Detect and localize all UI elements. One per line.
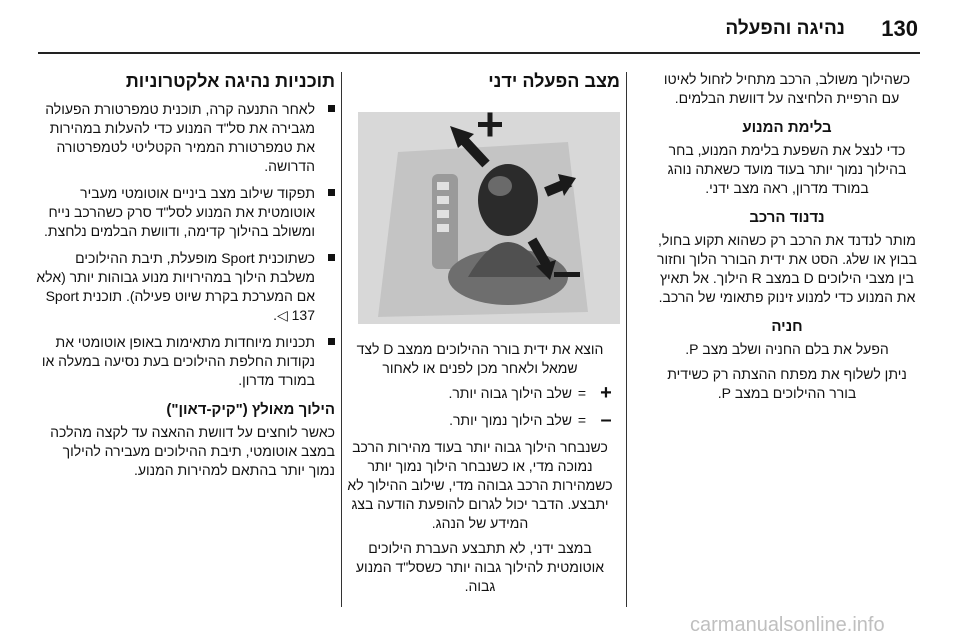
list-item [35, 333, 335, 390]
manual-mode-paragraph-1: כשנבחר הילוך גבוה יותר בעוד מהירות הרכב נמוכה מדי, או כשנבחר הילוך נמוך יותר כשמהירות הרכב גבוהה מדי, שילוב ההילוך לא יתבצע. הדבר יכול לגרום להופעת הודעה בצג המידע של הנהג. [347, 439, 613, 531]
right-column [656, 70, 918, 409]
list-item [35, 249, 335, 325]
bullet-icon [328, 254, 335, 261]
gear-selector-figure [358, 112, 620, 324]
list-item-text: כשתוכנית Sport מופעלת, תיבת ההילוכים משלבת הילוך במהירויות מנוע גבוהות יותר (אלא אם המערכת בקרת שיוט פעילה). תוכנית Sport 137 ◁. [36, 250, 315, 323]
plus-row [340, 384, 620, 403]
left-column [35, 70, 335, 486]
engine-braking-text: כדי לנצל את השפעת בלימת המנוע, בחר בהילוך נמוך יותר בעוד מועד כשאתה נוהג במורד מדרון, ראה מצב ידני. [667, 142, 907, 196]
watermark: carmanualsonline.info [690, 614, 885, 636]
minus-text: שלב הילוך נמוך יותר. [449, 412, 572, 428]
engine-braking-heading: בלימת המנוע [742, 119, 832, 136]
page-title: נהיגה והפעלה [725, 18, 845, 39]
kickdown-heading: הילוך מאולץ ("קיק-דאון") [166, 401, 335, 418]
bullet-icon [328, 189, 335, 196]
bullet-icon [328, 105, 335, 112]
kickdown-text: כאשר לוחצים על דוושת ההאצה עד לקצה מהלכה במצב אוטומטי, תיבת ההילוכים מעבירה להילוך נמוך יותר בהתאם למהירות המנוע. [50, 424, 335, 478]
minus-icon: – [600, 409, 612, 431]
parking-text-2: ניתן לשלוף את מפתח ההצתה רק כשידית בורר ההילוכים במצב P. [667, 366, 907, 401]
minus-row [340, 411, 620, 430]
parking-text-1: הפעל את בלם החניה ושלב מצב P. [685, 341, 889, 357]
list-item [35, 184, 335, 241]
plus-equals: = [577, 385, 587, 401]
middle-column [340, 70, 620, 602]
manual-mode-paragraph-2: במצב ידני, לא תתבצע העברת הילוכים אוטומטית להילוך גבוה יותר כשסל"ד המנוע גבוה. [355, 540, 605, 594]
rocking-heading: נדנוד הרכב [749, 209, 825, 226]
gear-selector-illustration [358, 112, 620, 324]
rocking-text: מותר לנדנד את הרכב רק כשהוא תקוע בחול, בבוץ או שלג. הסט את ידית הבורר הלוך וחזור בין מצבי הילוכים D במצב R הילוך. אל תאיץ את המנוע כדי למנוע זינוק פתאומי של הרכב. [657, 232, 917, 305]
list-item-text: תפקוד שילוב מצב ביניים אוטומטי מעביר אוטומטית את המנוע לסל"ד סרק כשהרכב נייח ומשולב בהילוך קדימה, ודוושת הבלמים נלחצת. [44, 185, 315, 239]
list-item-text: תכניות מיוחדות מתאימות באופן אוטומטי את נקודות החלפת ההילוכים בעת נסיעה במעלה או במורד מדרון. [41, 334, 315, 388]
electronic-programs-heading: תוכניות נהיגה אלקטרוניות [125, 71, 335, 91]
bullet-icon [328, 338, 335, 345]
plus-icon: + [600, 382, 612, 404]
manual-mode-heading: מצב הפעלה ידני [488, 71, 620, 91]
minus-equals: = [577, 412, 587, 428]
list-item-text: לאחר התנעה קרה, תוכנית טמפרטורת הפעולה מגבירה את סל"ד המנוע כדי להעלות במהירות את טמפרטורת הממיר הקטליטי לטמפרטורה הדרושה. [45, 101, 315, 174]
header-rule [38, 52, 920, 54]
plus-text: שלב הילוך גבוה יותר. [448, 385, 572, 401]
column-divider-right [626, 72, 627, 607]
page-header [0, 0, 960, 48]
parking-heading: חניה [771, 318, 803, 335]
intro-paragraph: כשהילוך משולב, הרכב מתחיל לזחול לאיטו עם הרפיית הלחיצה על דוושת הבלמים. [663, 71, 911, 106]
programs-list [35, 100, 335, 390]
page-number: 130 [881, 16, 918, 41]
list-item [35, 100, 335, 176]
manual-mode-lead: הוצא את ידית בורר ההילוכים ממצב D לצד שמאל ולאחר מכן לפנים או לאחור [356, 341, 604, 376]
